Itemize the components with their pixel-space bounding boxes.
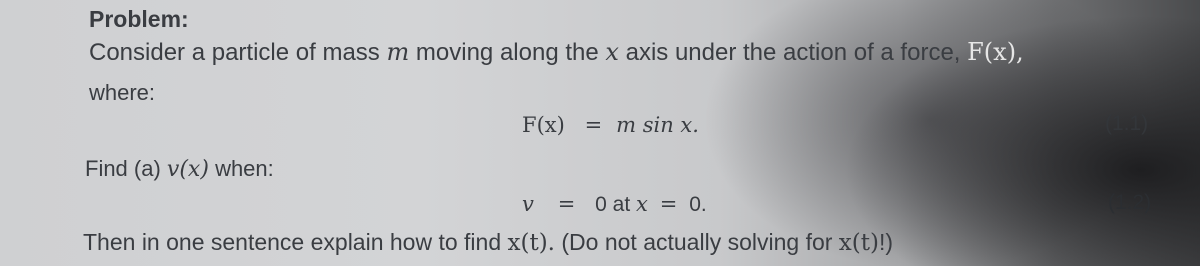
where-label: where: (89, 80, 156, 105)
closing-prefix: Then in one sentence explain how to find (83, 229, 502, 255)
eq1-lhs: F(x) (522, 113, 565, 137)
find-function: v(x) (166, 157, 209, 182)
find-suffix: when: (215, 156, 274, 181)
equation-1 (522, 113, 699, 138)
eq2-rhs-text: 0 at (595, 193, 631, 216)
eq2-equals: = (557, 192, 576, 216)
mass-variable: m (386, 38, 410, 66)
eq2-lhs: v (522, 192, 534, 216)
equation-2-number: (1.2) (1108, 191, 1152, 214)
problem-heading: Problem: (89, 6, 189, 32)
find-prefix: Find (a) (85, 156, 161, 181)
intro-prefix: Consider a particle of mass (89, 39, 380, 66)
eq2-rhs-equals: = (659, 192, 678, 216)
problem-intro-line (89, 38, 1024, 67)
intro-middle: moving along the (415, 39, 599, 66)
eq1-rhs: m sin x. (616, 113, 699, 137)
closing-function-1: x(t). (507, 230, 555, 256)
closing-middle: (Do not actually solving for (561, 229, 833, 255)
eq2-rhs-end: 0. (689, 193, 707, 216)
force-function: F(x), (967, 38, 1024, 66)
eq2-rhs-variable: x (636, 192, 648, 216)
intro-suffix: axis under the action of a force, (625, 39, 961, 66)
equation-2 (522, 192, 707, 217)
equation-1-number: (1.1) (1105, 112, 1149, 135)
eq1-equals: = (584, 113, 603, 137)
axis-variable: x (605, 38, 619, 66)
find-line (85, 156, 274, 182)
closing-suffix: !) (878, 229, 894, 255)
closing-function-2: x(t) (838, 230, 879, 256)
closing-line (83, 229, 893, 256)
